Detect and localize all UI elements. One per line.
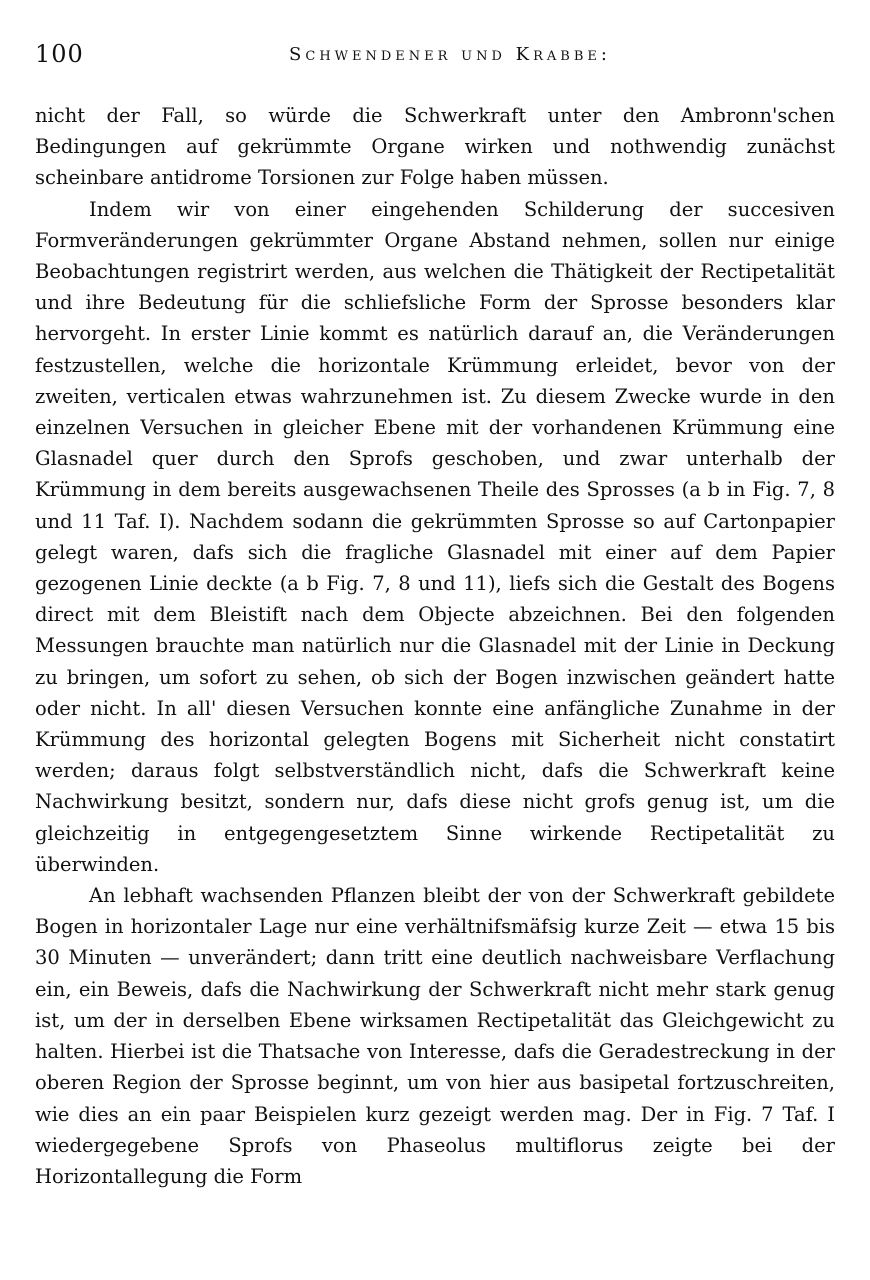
document-page [35, 40, 835, 1192]
paragraph: Indem wir von einer eingehenden Schilderung der succesiven Formveränderungen gekrümmter Organe Abstand nehmen, sollen nur einige Beobachtungen registrirt werden, aus welchen die Thätigkeit der Rectipetalität und ihre Bedeutung für die schliefsliche Form der Sprosse besonders klar hervorgeht. In erster Linie kommt es natürlich darauf an, die Veränderungen festzustellen, welche die horizontale Krümmung erleidet, bevor von der zweiten, verticalen etwas wahrzunehmen ist. Zu diesem Zwecke wurde in den einzelnen Versuchen in gleicher Ebene mit der vorhandenen Krümmung eine Glasnadel quer durch den Sprofs geschoben, und zwar unterhalb der Krümmung in dem bereits ausgewachsenen Theile des Sprosses (a b in Fig. 7, 8 und 11 Taf. I). Nachdem sodann die gekrümmten Sprosse so auf Cartonpapier gelegt waren, dafs sich die fragliche Glasnadel mit einer auf dem Papier gezogenen Linie deckte (a b Fig. 7, 8 und 11), liefs sich die Gestalt des Bogens direct mit dem Bleistift nach dem Objecte abzeichnen. Bei den folgenden Messungen brauchte man natürlich nur die Glasnadel mit der Linie in Deckung zu bringen, um sofort zu sehen, ob sich der Bogen inzwischen geändert hatte oder nicht. In all' diesen Versuchen konnte eine anfängliche Zunahme in der Krümmung des horizontal gelegten Bogens mit Sicherheit nicht constatirt werden; daraus folgt selbstverständlich nicht, dafs die Schwerkraft keine Nachwirkung besitzt, sondern nur, dafs diese nicht grofs genug ist, um die gleichzeitig in entgegengesetztem Sinne wirkende Rectipetalität zu überwinden. [35, 197, 835, 876]
running-head [35, 40, 835, 76]
body-text [35, 100, 835, 1192]
paragraph: An lebhaft wachsenden Pflanzen bleibt der von der Schwerkraft gebildete Bogen in horizontaler Lage nur eine verhältnifsmäfsig kurze Zeit — etwa 15 bis 30 Minuten — unverändert; dann tritt eine deutlich nachweisbare Verflachung ein, ein Beweis, dafs die Nachwirkung der Schwerkraft nicht mehr stark genug ist, um der in derselben Ebene wirksamen Rectipetalität das Gleichgewicht zu halten. Hierbei ist die Thatsache von Interesse, dafs die Geradestreckung in der oberen Region der Sprosse beginnt, um von hier aus basipetal fortzuschreiten, wie dies an ein paar Beispielen kurz gezeigt werden mag. Der in Fig. 7 Taf. I wiedergegebene Sprofs von Phaseolus multiflorus zeigte bei der Horizontallegung die Form [35, 884, 835, 1188]
paragraph-continuation: nicht der Fall, so würde die Schwerkraft unter den Ambronn'schen Bedingungen auf gekrümmte Organe wirken und nothwendig zunächst scheinbare antidrome Torsionen zur Folge haben müssen. [35, 104, 835, 190]
page-number: 100 [35, 40, 84, 68]
running-title: Schwendener und Krabbe: [289, 44, 611, 65]
